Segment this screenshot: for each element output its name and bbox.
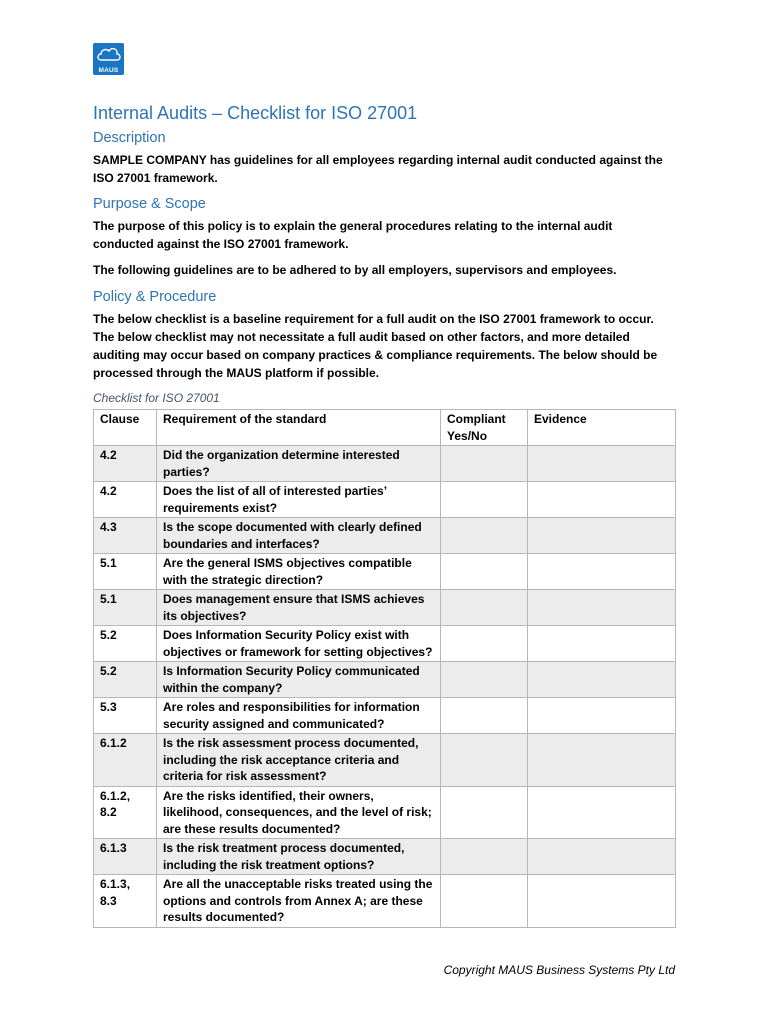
- clause-cell: 4.2: [94, 446, 157, 482]
- table-row: [94, 554, 676, 590]
- compliant-cell[interactable]: [441, 875, 528, 928]
- compliant-cell[interactable]: [441, 554, 528, 590]
- evidence-cell[interactable]: [528, 482, 676, 518]
- compliant-cell[interactable]: [441, 698, 528, 734]
- table-row: [94, 446, 676, 482]
- header-evidence: Evidence: [528, 410, 676, 446]
- compliant-cell[interactable]: [441, 590, 528, 626]
- table-row: [94, 839, 676, 875]
- evidence-cell[interactable]: [528, 446, 676, 482]
- clause-cell: 4.2: [94, 482, 157, 518]
- evidence-cell[interactable]: [528, 518, 676, 554]
- clause-cell: 6.1.2, 8.2: [94, 786, 157, 839]
- compliant-cell[interactable]: [441, 839, 528, 875]
- purpose-heading: Purpose & Scope: [93, 196, 206, 212]
- purpose-text: The purpose of this policy is to explain the general procedures relating to the internal audit conducted against the ISO 27001 framework.: [93, 219, 613, 251]
- requirement-cell: Are the risks identified, their owners, likelihood, consequences, and the level of risk; are these results documented?: [157, 786, 441, 839]
- header-compliant: Compliant Yes/No: [441, 410, 528, 446]
- table-row: [94, 590, 676, 626]
- evidence-cell[interactable]: [528, 590, 676, 626]
- table-header-row: [94, 410, 676, 446]
- evidence-cell[interactable]: [528, 626, 676, 662]
- copyright-footer: Copyright MAUS Business Systems Pty Ltd: [443, 963, 675, 977]
- table-row: [94, 786, 676, 839]
- requirement-cell: Are all the unacceptable risks treated using the options and controls from Annex A; are these results documented?: [157, 875, 441, 928]
- table-row: [94, 698, 676, 734]
- requirement-cell: Does Information Security Policy exist with objectives or framework for setting objectives?: [157, 626, 441, 662]
- policy-text: The below checklist is a baseline requirement for a full audit on the ISO 27001 framework to occur. The below checklist may not necessitate a full audit based on other factors, and more detailed auditing may occur based on company practices & compliance requirements. The below should be processed through the MAUS platform if possible.: [93, 312, 658, 380]
- requirement-cell: Does the list of all of interested parties’ requirements exist?: [157, 482, 441, 518]
- compliant-cell[interactable]: [441, 482, 528, 518]
- clause-cell: 5.3: [94, 698, 157, 734]
- clause-cell: 6.1.2: [94, 734, 157, 787]
- table-row: [94, 482, 676, 518]
- clause-cell: 6.1.3, 8.3: [94, 875, 157, 928]
- compliant-cell[interactable]: [441, 626, 528, 662]
- compliant-cell[interactable]: [441, 446, 528, 482]
- requirement-cell: Is the scope documented with clearly defined boundaries and interfaces?: [157, 518, 441, 554]
- table-row: [94, 734, 676, 787]
- evidence-cell[interactable]: [528, 786, 676, 839]
- compliant-cell[interactable]: [441, 662, 528, 698]
- compliant-cell[interactable]: [441, 734, 528, 787]
- compliant-cell[interactable]: [441, 786, 528, 839]
- clause-cell: 5.1: [94, 554, 157, 590]
- page-title: Internal Audits – Checklist for ISO 27001: [93, 103, 418, 123]
- table-body: [94, 446, 676, 928]
- compliant-cell[interactable]: [441, 518, 528, 554]
- evidence-cell[interactable]: [528, 698, 676, 734]
- clause-cell: 5.2: [94, 662, 157, 698]
- table-row: [94, 626, 676, 662]
- description-text: SAMPLE COMPANY has guidelines for all employees regarding internal audit conducted against the ISO 27001 framework.: [93, 153, 663, 185]
- clause-cell: 5.2: [94, 626, 157, 662]
- requirement-cell: Are roles and responsibilities for information security assigned and communicated?: [157, 698, 441, 734]
- evidence-cell[interactable]: [528, 662, 676, 698]
- table-row: [94, 518, 676, 554]
- checklist-table: [93, 409, 676, 928]
- table-row: [94, 662, 676, 698]
- cloud-icon: [96, 45, 121, 65]
- guidelines-text: The following guidelines are to be adhered to by all employers, supervisors and employees.: [93, 263, 617, 277]
- table-row: [94, 875, 676, 928]
- evidence-cell[interactable]: [528, 554, 676, 590]
- header-requirement: Requirement of the standard: [157, 410, 441, 446]
- requirement-cell: Is the risk treatment process documented, including the risk treatment options?: [157, 839, 441, 875]
- policy-heading: Policy & Procedure: [93, 289, 217, 305]
- evidence-cell[interactable]: [528, 875, 676, 928]
- maus-logo: [93, 43, 124, 75]
- requirement-cell: Does management ensure that ISMS achieves its objectives?: [157, 590, 441, 626]
- requirement-cell: Are the general ISMS objectives compatible with the strategic direction?: [157, 554, 441, 590]
- evidence-cell[interactable]: [528, 734, 676, 787]
- clause-cell: 5.1: [94, 590, 157, 626]
- requirement-cell: Did the organization determine interested parties?: [157, 446, 441, 482]
- clause-cell: 4.3: [94, 518, 157, 554]
- requirement-cell: Is the risk assessment process documented, including the risk acceptance criteria and criteria for risk assessment?: [157, 734, 441, 787]
- logo-text: MAUS: [98, 67, 119, 74]
- header-clause: Clause: [94, 410, 157, 446]
- requirement-cell: Is Information Security Policy communicated within the company?: [157, 662, 441, 698]
- clause-cell: 6.1.3: [94, 839, 157, 875]
- description-heading: Description: [93, 130, 166, 146]
- table-caption: Checklist for ISO 27001: [93, 391, 220, 405]
- evidence-cell[interactable]: [528, 839, 676, 875]
